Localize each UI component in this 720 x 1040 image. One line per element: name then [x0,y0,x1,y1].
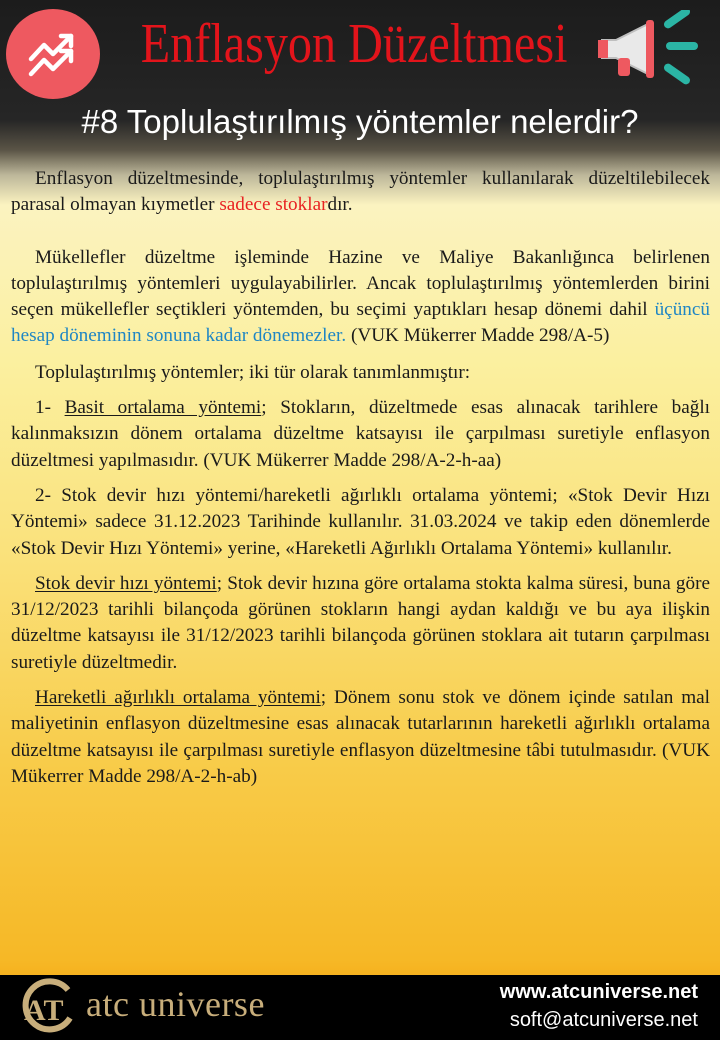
page-title: Enflasyon Düzeltmesi [140,13,568,75]
megaphone-icon [594,10,704,97]
term-simple-average: Basit ortalama yöntemi [64,397,262,419]
paragraph-types: Toplulaştırılmış yöntemler; iki tür olarak tanımlanmıştır: [35,361,471,383]
article-body [11,166,710,790]
paragraph-stock-turnover: Stok devir hızı yöntemi; Stok devir hızına göre ortalama stokta kalma süresi, buna göre 31/12/2023 tarihli bilançoda görünen stokların hangi aydan kaldığı ve bu aya ilişkin düzeltme katsayısı ile 31/12/2023 tarihli bilançoda görünen stoklara ait tutarın çarpılması suretiyle düzeltmedir. [11,572,710,673]
atc-logo-icon [10,978,84,1039]
paragraph-stock-turnover-moving: 2- Stok devir hızı yöntemi/hareketli ağırlıklı ortalama yöntemi; «Stok Devir Hızı Yöntemi» sadece 31.12.2023 Tarihinde kullanılır. 31.03.2024 ve takip eden dönemlerde «Stok Devir Hızı Yöntemi» yerine, «Hareketli Ağırlıklı Ortalama Yöntemi» kullanılır. [11,484,710,559]
paragraph-moving-weighted: Hareketli ağırlıklı ortalama yöntemi; Dönem sonu stok ve dönem içinde satılan mal maliyetinin enflasyon düzeltmesine esas alınacak tutarlarının hareketli ağırlıklı ortalama düzeltme katsayısı ile çarpılması suretiyle enflasyon düzeltmesine tâbi tutulmasıdır. (VUK Mükerrer Madde 298/A-2-h-ab) [11,687,710,787]
highlight-stocks: sadece stoklar [219,194,328,216]
paragraph-rules: Mükellefler düzeltme işleminde Hazine ve Maliye Bakanlığınca belirlenen toplulaştırılmış yöntemleri uygulayabilirler. Ancak toplulaştırılmış yöntemlerden birini seçen mükellefler seçtikleri yöntemden, bu seçimi yaptıkları hesap dönemi dahil üçüncü hesap döneminin sonuna kadar dönemezler. (VUK Mükerrer Madde 298/A-5) [11,246,710,347]
brand-name: atc universe [86,984,265,1024]
term-stock-turnover: Stok devir hızı yöntemi [35,572,217,594]
logo-letters: AT [24,994,64,1027]
paragraph-simple-average: 1- Basit ortalama yöntemi; Stokların, düzeltmede esas alınacak tarihlere bağlı kalınmaksızın dönem ortalama düzeltme katsayısı ile çarpılması suretiyle enflasyon düzeltmesi yapılmasıdır. (VUK Mükerrer Madde 298/A-2-h-aa) [11,397,710,471]
highlight-third-period: üçüncü hesap döneminin sonuna kadar dönemezler. [11,299,710,347]
trending-up-icon [6,9,100,99]
term-moving-weighted: Hareketli ağırlıklı ortalama yöntemi [35,687,321,709]
paragraph-intro: Enflasyon düzeltmesinde, toplulaştırılmış yöntemler kullanılarak düzeltilebilecek parasal olmayan kıymetler sadece stoklardır. [11,168,710,216]
email-link[interactable]: soft@atcuniverse.net [509,1009,698,1031]
website-link[interactable]: www.atcuniverse.net [499,981,698,1003]
page-subtitle: #8 Toplulaştırılmış yöntemler nelerdir? [81,103,639,140]
